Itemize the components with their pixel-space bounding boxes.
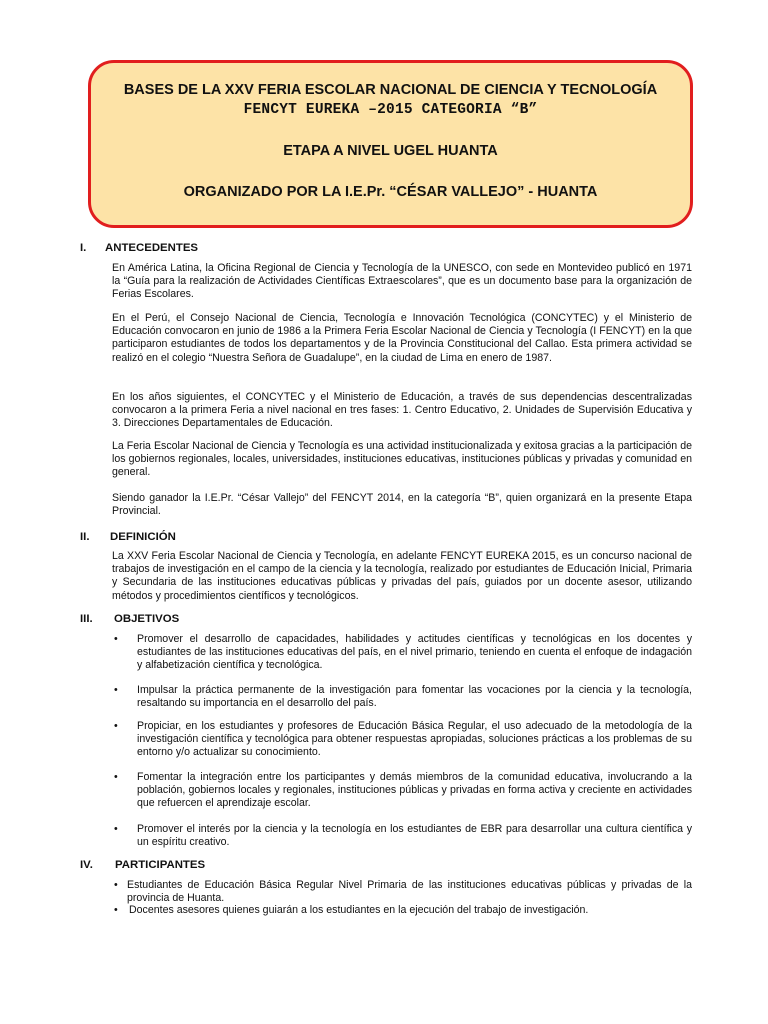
paragraph: Siendo ganador la I.E.Pr. “César Vallejo” del FENCYT 2014, en la categoría “B”, quien organizará en la presente Etapa Provincial. [112, 492, 692, 518]
paragraph: La Feria Escolar Nacional de Ciencia y Tecnología es una actividad institucionalizada y exitosa gracias a la participación de los gobiernos regionales, locales, universidades, instituciones educativas, instituciones públicas y privadas y comunidad en general. [112, 440, 692, 479]
title-line-2: FENCYT EUREKA –2015 CATEGORIA “B” [243, 102, 538, 118]
title-line-1: BASES DE LA XXV FERIA ESCOLAR NACIONAL DE CIENCIA Y TECNOLOGÍA [123, 82, 658, 98]
section-heading-definicion: DEFINICIÓN [110, 531, 176, 543]
list-item-text: Promover el interés por la ciencia y la tecnología en los estudiantes de EBR para desarrollar una cultura científica y un espíritu creativo. [137, 823, 692, 849]
bullet-icon: • [114, 904, 118, 916]
section-number-3: III. [80, 613, 93, 625]
list-item [112, 720, 692, 760]
list-item-text: Fomentar la integración entre los participantes y demás miembros de la comunidad educativa, involucrando a la población, gobiernos locales y regionales, instituciones públicas y privadas en forma activa y creciente en actividades que refuercen el aprendizaje escolar. [137, 771, 692, 810]
paragraph: En los años siguientes, el CONCYTEC y el Ministerio de Educación, a través de sus dependencias descentralizadas convocaron a la primera Feria a nivel nacional en tres fases: 1. Centro Educativo, 2. Unidades de Supervisión Educativa y 3. Direcciones Departamentales de Educación. [112, 391, 692, 430]
list-item-text: Propiciar, en los estudiantes y profesores de Educación Básica Regular, el uso adecuado de la metodología de la investigación científica y tecnológica para obtener respuestas apropiadas, soluciones prácticas a los problemas de su entorno y/o actualizar su conocimiento. [137, 720, 692, 759]
bullet-icon: • [114, 879, 118, 891]
section-heading-antecedentes: ANTECEDENTES [105, 242, 199, 254]
list-item [112, 771, 692, 811]
list-item [112, 684, 692, 710]
title-line-4: ORGANIZADO POR LA I.E.Pr. “CÉSAR VALLEJO” - HUANTA [183, 184, 598, 200]
bullet-icon: • [114, 823, 118, 835]
paragraph: En América Latina, la Oficina Regional de Ciencia y Tecnología de la UNESCO, con sede en Montevideo publicó en 1971 la “Guía para la realización de Actividades Científicas Extraescolares”, que es un documento base para la organización de Ferias Escolares. [112, 262, 692, 301]
section-number-4: IV. [80, 859, 93, 871]
section-heading-objetivos: OBJETIVOS [114, 613, 180, 625]
section-number-2: II. [80, 531, 90, 543]
section-heading-participantes: PARTICIPANTES [115, 859, 206, 871]
bullet-icon: • [114, 684, 118, 696]
list-item-text: Promover el desarrollo de capacidades, habilidades y actitudes científicas y tecnológicas en los docentes y estudiantes de las instituciones educativas del país, en el nivel primario, teniendo en cuenta el enfoque de indagación y alfabetización científica y tecnológica. [137, 633, 692, 672]
paragraph: En el Perú, el Consejo Nacional de Ciencia, Tecnología e Innovación Tecnológica (CONCYTEC) y el Ministerio de Educación convocaron en junio de 1986 a la Primera Feria Escolar Nacional de Ciencia y Tecnología (I FENCYT) en la que participaron estudiantes de todos los departamentos y de la Provincia Constitucional del Callao. Esta primera actividad se realizó en el colegio “Nuestra Señora de Guadalupe”, en la ciudad de Lima en enero de 1987. [112, 312, 692, 364]
list-item [112, 633, 692, 673]
list-item-text: Impulsar la práctica permanente de la investigación para fomentar las vocaciones por la ciencia y la tecnología, resaltando su importancia en el desarrollo del país. [137, 684, 692, 710]
list-item [112, 904, 692, 917]
bullet-icon: • [114, 771, 118, 783]
list-item [112, 879, 692, 905]
paragraph: La XXV Feria Escolar Nacional de Ciencia y Tecnología, en adelante FENCYT EUREKA 2015, es un concurso nacional de trabajos de investigación en el campo de la ciencia y la tecnología, realizado por estudiantes de Educación Inicial, Primaria y Secundaria de las instituciones educativas públicas y privadas del país, guiados por un docente asesor, utilizando métodos y procedimientos científicos y tecnológicos. [112, 550, 692, 602]
title-box [88, 60, 693, 228]
section-number-1: I. [80, 242, 87, 254]
title-line-3: ETAPA A NIVEL UGEL HUANTA [283, 143, 498, 159]
list-item-text: Docentes asesores quienes guiarán a los estudiantes en la ejecución del trabajo de investigación. [129, 904, 589, 916]
list-item-text: Estudiantes de Educación Básica Regular Nivel Primaria de las instituciones educativas públicas y privadas de la provincia de Huanta. [127, 879, 692, 905]
bullet-icon: • [114, 633, 118, 645]
bullet-icon: • [114, 720, 118, 732]
list-item [112, 823, 692, 849]
